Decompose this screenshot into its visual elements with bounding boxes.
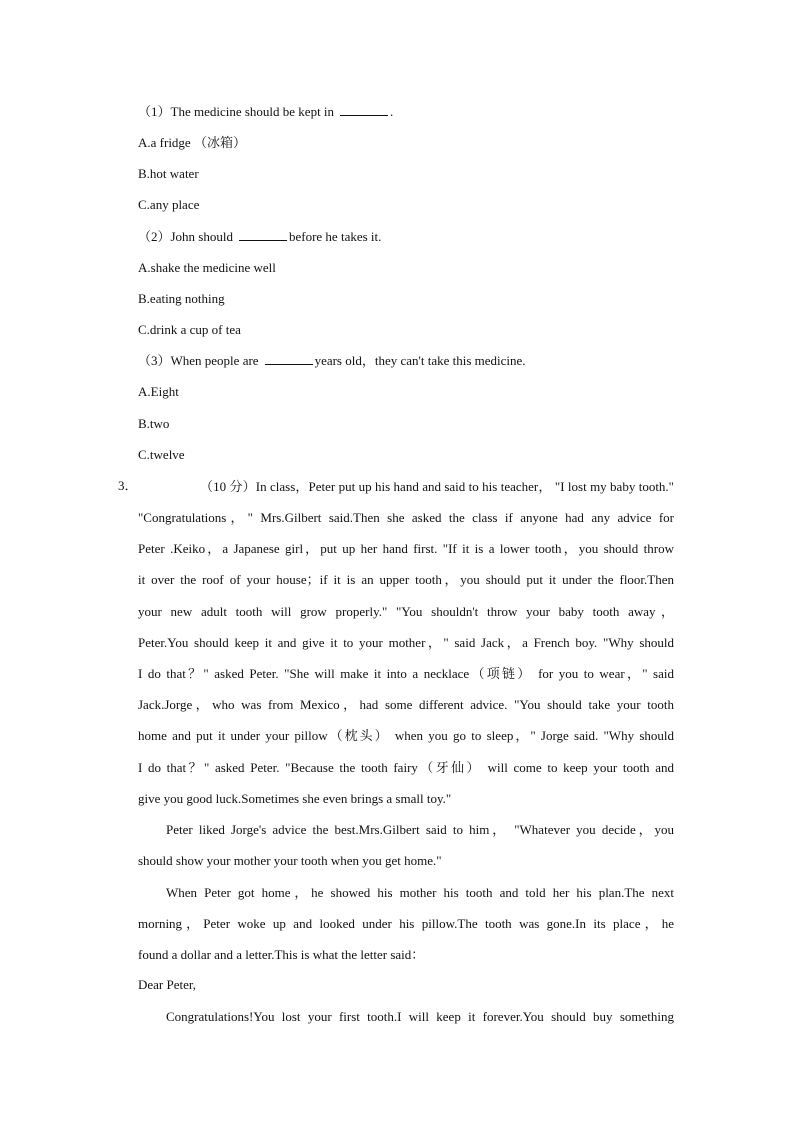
passage-paragraph-2-first: [166, 814, 674, 845]
question-2-text-after: before he takes it.: [288, 229, 382, 244]
answer-blank: [340, 104, 388, 116]
letter-row: Congratulations!You lost your first tooth.I will keep it forever.You should buy something: [166, 1009, 674, 1024]
question-2-text: （2）John should: [138, 229, 233, 244]
question-3-option-a: A.Eight: [138, 384, 179, 399]
question-1-text: （1）The medicine should be kept in: [138, 104, 335, 119]
question-3-text: （3）When people are: [138, 353, 259, 368]
answer-blank: [265, 353, 313, 365]
passage-paragraph-3: [138, 908, 674, 970]
passage-row: found a dollar and a letter.This is what the letter said：: [138, 947, 425, 963]
passage-row: your new adult tooth will grow properly." "You shouldn't throw your baby tooth away，: [138, 603, 674, 619]
passage-first-row: [200, 471, 674, 502]
question-2-stem: [138, 229, 381, 245]
question-3-text-after: years old，they can't take this medicine.: [314, 353, 526, 368]
passage-row: morning，Peter woke up and looked under his pillow.The tooth was gone.In its place，he: [138, 916, 674, 931]
question-3-option-c: C.twelve: [138, 447, 185, 462]
passage-paragraph-1: [138, 502, 674, 814]
question-2-option-c: C.drink a cup of tea: [138, 322, 241, 337]
passage-row: "Congratulations，" Mrs.Gilbert said.Then she asked the class if anyone had any advice for: [138, 510, 674, 525]
question-3-stem: [138, 353, 526, 369]
passage-row: I do that？" asked Peter. "She will make it into a necklace（项链） for you to wear，" said: [138, 665, 674, 681]
letter-body: [166, 1001, 674, 1032]
question-1-stem: [138, 104, 393, 120]
passage-row: Jack.Jorge，who was from Mexico，had some different advice. "You should take your tooth: [138, 697, 674, 713]
passage-row: I do that？" asked Peter. "Because the tooth fairy（牙仙） will come to keep your tooth and: [138, 759, 674, 775]
letter-salutation: Dear Peter,: [138, 977, 196, 992]
passage-row: it over the roof of your house；if it is an upper tooth，you should put it under the floor.Then: [138, 572, 674, 588]
question-1-option-b: B.hot water: [138, 166, 199, 181]
passage-row: When Peter got home，he showed his mother his tooth and told her his plan.The next: [166, 885, 674, 900]
passage-row: Peter.You should keep it and give it to your mother，" said Jack，a French boy. "Why should: [138, 634, 674, 650]
passage-paragraph-3-first: [166, 877, 674, 908]
question-1-text-after: .: [390, 104, 394, 119]
question-1-option-c: C.any place: [138, 197, 200, 212]
passage-paragraph-2: [138, 845, 674, 876]
passage-row: Peter .Keiko，a Japanese girl，put up her hand first. "If it is a lower tooth，you should throw: [138, 541, 674, 557]
passage-row: （10 分）In class，Peter put up his hand and said to his teacher， "I lost my baby tooth.": [200, 479, 674, 494]
question-number: 3．: [118, 478, 138, 493]
passage-row: give you good luck.Sometimes she even brings a small toy.": [138, 790, 452, 806]
question-3-option-b: B.two: [138, 416, 170, 431]
question-1-option-a: A.a fridge （冰箱）: [138, 135, 246, 150]
passage-row: should show your mother your tooth when you get home.": [138, 853, 442, 868]
question-2-option-a: A.shake the medicine well: [138, 260, 276, 275]
question-2-option-b: B.eating nothing: [138, 291, 225, 306]
passage-row: Peter liked Jorge's advice the best.Mrs.Gilbert said to him， "Whatever you decide，you: [166, 822, 674, 837]
passage-row: home and put it under your pillow（枕头） when you go to sleep，" Jorge said. "Why should: [138, 728, 674, 744]
answer-blank: [239, 229, 287, 241]
